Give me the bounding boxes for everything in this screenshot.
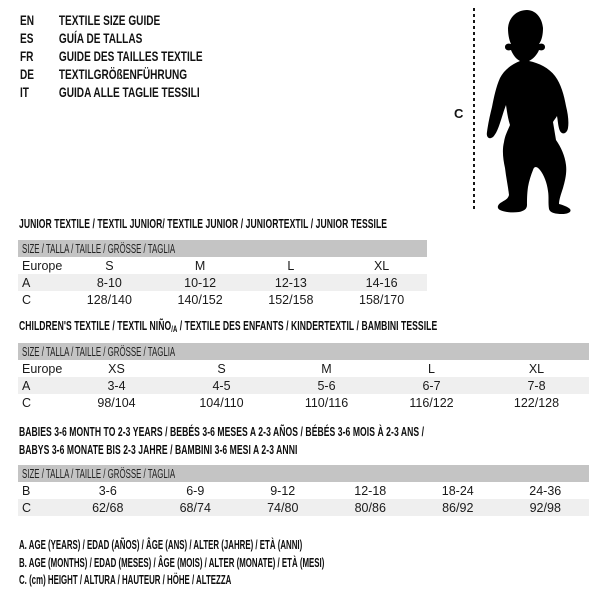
months-cell: 24-36 [529, 483, 562, 498]
row-label: Europe [22, 258, 63, 273]
table-row [18, 482, 589, 499]
height-cell: 86/92 [414, 499, 502, 516]
height-cell: 110/116 [304, 395, 349, 410]
language-code: EN [20, 12, 35, 28]
height-cell: 152/158 [268, 292, 314, 307]
months-cell: 18-24 [441, 483, 474, 498]
height-cell: 140/152 [177, 292, 223, 307]
size-header-text: SIZE / TALLA / TAILLE / GRÖSSE / TAGLIA [22, 344, 176, 359]
table-row [18, 394, 589, 411]
legend-footnotes [19, 537, 504, 590]
height-measure-dashed-line [473, 8, 475, 212]
language-title: TEXTILE SIZE GUIDE [58, 12, 161, 28]
months-cell: 3-6 [98, 483, 117, 498]
size-header-bar [18, 343, 589, 360]
footnote-age-years: A. AGE (YEARS) / EDAD (AÑOS) / ÂGE (ANS) / ALTER (JAHRE) / ETÀ (ANNI) [19, 538, 303, 552]
babies-table-title [19, 423, 424, 459]
row-label: Europe [22, 361, 63, 376]
age-cell: 6-7 [379, 377, 484, 394]
language-row-es [20, 29, 203, 47]
children-table-title [19, 317, 437, 338]
row-label: C [22, 292, 32, 307]
language-code: DE [20, 66, 35, 82]
months-cell: 12-18 [354, 483, 387, 498]
height-cell: 122/128 [513, 395, 560, 410]
row-label: B [22, 483, 31, 498]
height-cell: 92/98 [502, 499, 590, 516]
height-cell: 158/170 [359, 292, 405, 307]
size-cell: XL [373, 258, 390, 273]
height-cell: 62/68 [64, 499, 152, 516]
table-row [18, 377, 589, 394]
height-cell: 68/74 [152, 499, 240, 516]
language-row-fr [20, 47, 203, 65]
junior-size-table [18, 240, 427, 308]
table-row [18, 291, 427, 308]
language-title: TEXTILGRÖßENFÜHRUNG [58, 66, 188, 82]
height-cell: 128/140 [86, 292, 132, 307]
size-header-text: SIZE / TALLA / TAILLE / GRÖSSE / TAGLIA [22, 466, 176, 481]
language-row-it [20, 83, 203, 101]
height-cell: 104/110 [199, 395, 244, 410]
age-cell: 14-16 [336, 274, 427, 291]
height-measure-label: C [454, 106, 464, 121]
table-row [18, 360, 589, 377]
row-label: C [18, 499, 64, 516]
language-row-en [20, 11, 203, 29]
height-cell: 80/86 [327, 499, 415, 516]
row-label: A [18, 274, 64, 291]
height-cell: 116/122 [409, 395, 454, 410]
babies-title-line1: BABIES 3-6 MONTH TO 2-3 YEARS / BEBÉS 3-6 MESES A 2-3 AÑOS / BÉBÉS 3-6 MOIS À 2-3 ANS / [19, 424, 425, 439]
size-header-bar [18, 465, 589, 482]
footnote-age-months: B. AGE (MONTHS) / EDAD (MESES) / ÂGE (MOIS) / ALTER (MONATE) / ETÀ (MESI) [19, 555, 325, 570]
junior-table-title: JUNIOR TEXTILE / TEXTIL JUNIOR/ TEXTILE JUNIOR / JUNIORTEXTIL / JUNIOR TESSILE [19, 216, 388, 231]
height-cell: 74/80 [239, 499, 327, 516]
language-code: ES [20, 30, 34, 46]
language-title-list [20, 11, 274, 101]
age-cell: 5-6 [274, 377, 379, 394]
size-cell: XL [528, 361, 545, 376]
age-cell: 8-10 [64, 274, 155, 291]
language-title: GUÍA DE TALLAS [58, 30, 143, 46]
babies-size-table [18, 465, 589, 516]
size-cell: S [105, 258, 114, 273]
age-cell: 7-8 [484, 377, 589, 394]
children-size-table [18, 343, 589, 411]
months-cell: 6-9 [186, 483, 205, 498]
size-cell: L [428, 361, 435, 376]
size-cell: L [287, 258, 295, 273]
age-cell: 3-4 [64, 377, 169, 394]
language-row-de [20, 65, 203, 83]
children-title-rest: / TEXTILE DES ENFANTS / KINDERTEXTIL / BAMBINI TESSILE [177, 318, 438, 333]
size-header-text: SIZE / TALLA / TAILLE / GRÖSSE / TAGLIA [22, 241, 176, 256]
children-title-subscript: /A [171, 324, 178, 334]
table-row [18, 499, 589, 516]
footnote-height-cm: C. (cm) HEIGHT / ALTURA / HAUTEUR / HÖHE / ALTEZZA [19, 573, 232, 587]
babies-title-line2: BABYS 3-6 MONATE BIS 2-3 JAHRE / BAMBINI 3-6 MESI A 2-3 ANNI [19, 442, 298, 457]
size-cell: XS [108, 361, 125, 376]
size-header-bar [18, 240, 427, 257]
row-label: C [22, 395, 32, 410]
size-cell: M [194, 258, 206, 273]
height-cell: 98/104 [97, 395, 136, 410]
age-cell: 12-13 [246, 274, 337, 291]
size-cell: S [217, 361, 226, 376]
children-title-main: CHILDREN'S TEXTILE / TEXTIL NIÑO [19, 318, 172, 333]
age-cell: 4-5 [169, 377, 274, 394]
table-row [18, 257, 427, 274]
toddler-silhouette-icon [484, 4, 574, 214]
language-title: GUIDA ALLE TAGLIE TESSILI [58, 84, 200, 100]
table-row [18, 274, 427, 291]
language-code: FR [20, 48, 34, 64]
row-label: A [18, 377, 64, 394]
language-title: GUIDE DES TAILLES TEXTILE [58, 48, 203, 64]
months-cell: 9-12 [270, 483, 296, 498]
language-code: IT [20, 84, 29, 100]
age-cell: 10-12 [155, 274, 246, 291]
size-cell: M [321, 361, 332, 376]
